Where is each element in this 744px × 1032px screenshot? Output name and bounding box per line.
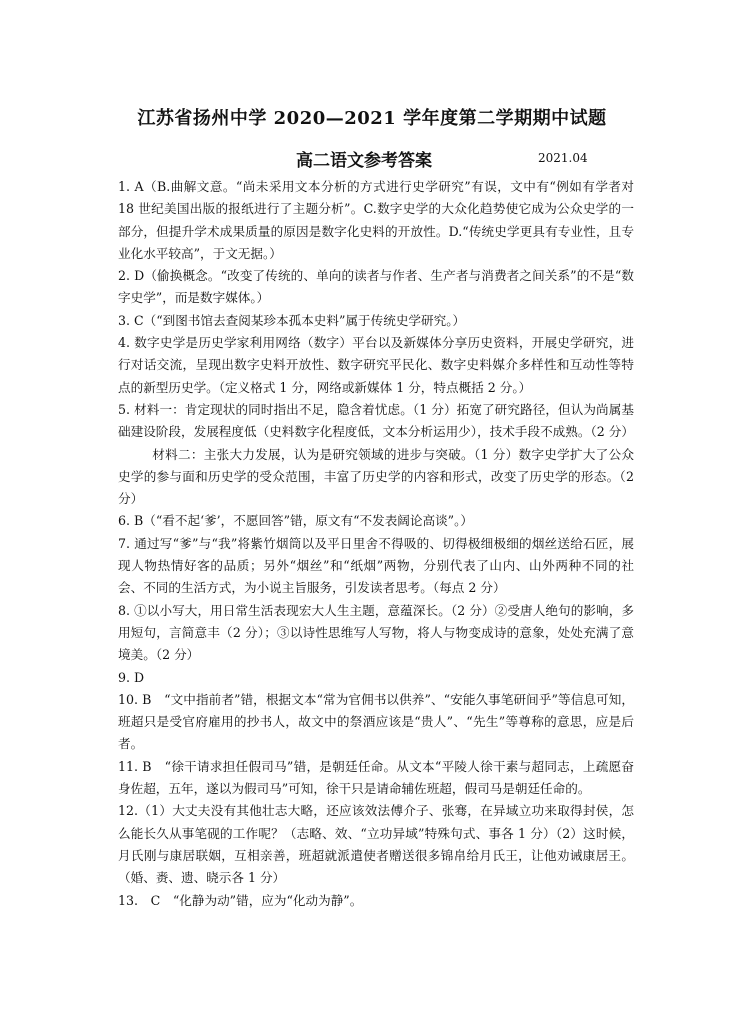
answer-5-material-1: 5. 材料一：肯定现状的同时指出不足，隐含着忧虑。（1 分）拓宽了研究路径，但认为尚属基础建设阶段，发展程度低（史料数字化程度低，文本分析运用少），技术手段不成熟。（2 分）: [118, 401, 634, 440]
answer-5: [118, 399, 634, 510]
answer-12-part-1: 12.（1）大丈夫没有其他壮志大略，还应该效法傅介子、张骞，在异域立功来取得封侯，怎么能长久从事笔砚的工作呢？（志略、效、“立功异域”特殊句式、事各 1 分）: [118, 803, 634, 841]
document-title: 江苏省扬州中学 2020—2021 学年度第二学期期中试题: [137, 108, 607, 129]
document-subtitle: 高二语文参考答案: [296, 151, 432, 171]
answer-6: 6. B（“看不起‘爹’，不愿回答”错，原文有“不发表阔论高谈”。）: [118, 513, 473, 529]
answer-3: 3. C（“到图书馆去查阅某珍本孤本史料”属于传统史学研究。）: [118, 312, 466, 328]
answer-10: 10. B “文中指前者”错，根据文本“常为官佣书以供养”、“安能久事笔研间乎”等信息可知，班超只是受官府雇用的抄书人，故文中的祭酒应该是“贵人”、“先生”等尊称的意思，应是后者。: [118, 691, 634, 752]
answer-list: [118, 176, 634, 912]
answer-1: 1. A（B.曲解文意。“尚未采用文本分析的方式进行史学研究”有误，文中有“例如有学者对 18 世纪美国出版的报纸进行了主题分析”。C.数字史学的大众化趋势使它成为公众史学的一部分，但提升学术成果质量的原因是数字化史料的开放性。D.“传统史学更具有专业性，且专业化水平较高”，于文无据。）: [118, 179, 634, 261]
answer-8: 8. ①以小写大，用日常生活表现宏大人生主题，意蕴深长。（2 分）②受唐人绝句的影响，多用短句，言简意丰（2 分）；③以诗性思维写人写物，将人与物变成诗的意象，处处充满了意境美。（2 分）: [118, 602, 634, 663]
answer-11: 11. B “徐干请求担任假司马”错，是朝廷任命。从文本“平陵人徐干素与超同志，上疏愿奋身佐超，五年，遂以为假司马”可知，徐干只是请命辅佐班超，假司马是朝廷任命的。: [118, 758, 634, 797]
answer-5-material-2: 材料二：主张大力发展，认为是研究领域的进步与突破。（1 分）数字史学扩大了公众史学的参与面和历史学的受众范围，丰富了历史学的内容和形式，改变了历史学的形态。（2 分）: [118, 446, 634, 507]
answer-12: [118, 800, 634, 889]
answer-2: 2. D（偷换概念。“改变了传统的、单向的读者与作者、生产者与消费者之间关系”的不是“数字史学”，而是数字媒体。）: [118, 268, 634, 306]
answer-12-part-2: （2）这时候，月氏刚与康居联姻，互相亲善，班超就派遣使者赠送很多锦帛给月氏王，让他劝诫康居王。（婚、赉、遗、晓示各 1 分）: [118, 825, 634, 886]
answer-7: 7. 通过写“爹”与“我”将紫竹烟筒以及平日里舍不得吸的、切得极细极细的烟丝送给石匠，展现人物热情好客的品质；另外“烟丝”和“纸烟”两物，分别代表了山内、山外两种不同的社会、不同的生活方式，为小说主旨服务，引发读者思考。（每点 2 分）: [118, 535, 634, 596]
document-date: 2021.04: [538, 151, 588, 165]
answer-13: 13. C “化静为动”错，应为“化动为静”。: [118, 892, 363, 908]
answer-9: 9. D: [118, 669, 145, 685]
answer-4: 4. 数字史学是历史学家利用网络（数字）平台以及新媒体分享历史资料，开展史学研究，进行对话交流，呈现出数字史料开放性、数字研究平民化、数字史料媒介多样性和互动性等特点的新型历史学。（定义格式 1 分，网络或新媒体 1 分，特点概括 2 分。）: [118, 335, 634, 395]
